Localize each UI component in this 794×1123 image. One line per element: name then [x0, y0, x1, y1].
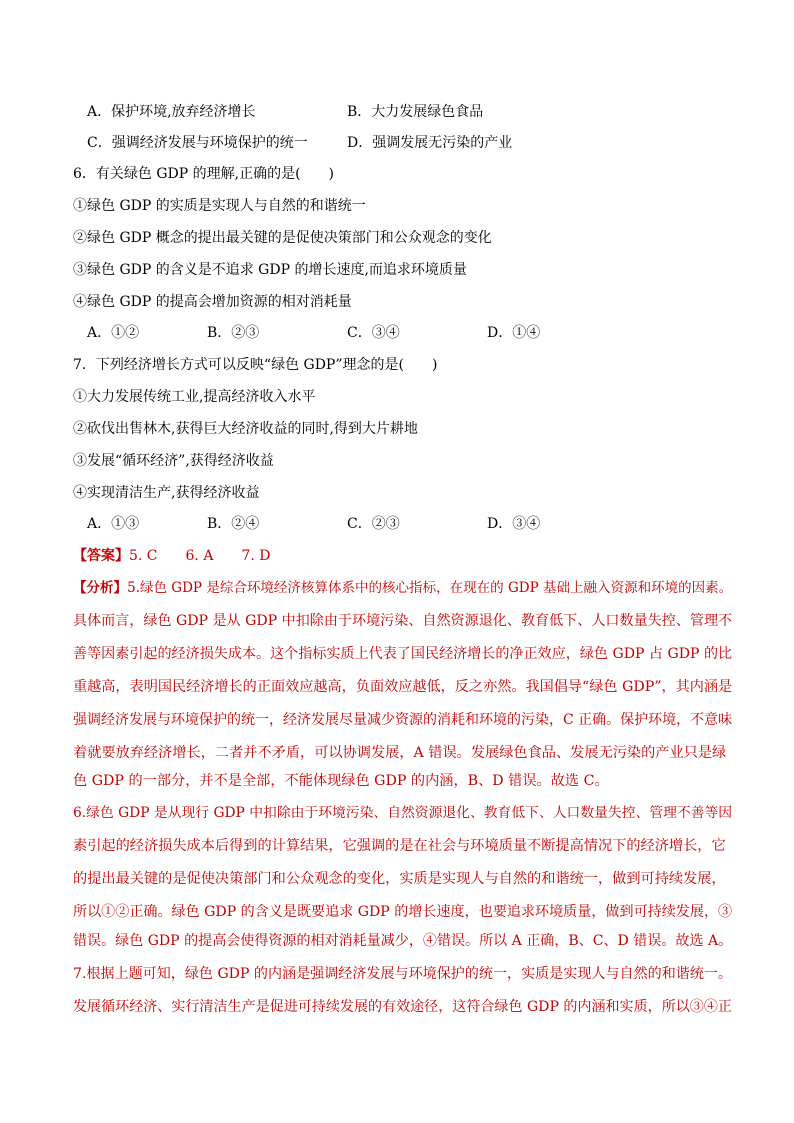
answer-line	[73, 546, 270, 566]
analysis-line-10: 的提出最关键的是促使决策部门和公众观念的变化，实质是实现人与自然的和谐统一，做到可持续发展，	[73, 871, 726, 887]
q7-item-4: ④实现清洁生产,获得经济收益	[73, 485, 260, 501]
q7-option-b: B．②④	[207, 516, 260, 532]
analysis-tag: 【分析】	[73, 580, 128, 596]
q6-item-4: ④绿色 GDP 的提高会增加资源的相对消耗量	[73, 294, 352, 310]
q6-option-d: D．①④	[487, 325, 541, 341]
q7-option-d: D．③④	[487, 516, 541, 532]
analysis-line-6: 着就要放弃经济增长，二者并不矛盾，可以协调发展，A 错误。发展绿色食品、发展无污染的产业只是绿	[73, 745, 727, 761]
q6-option-b: B．②③	[207, 325, 260, 341]
q7-option-a: A．①③	[87, 516, 140, 532]
q6-option-a: A．①②	[87, 325, 140, 341]
analysis-line-13: 7.根据上题可知，绿色 GDP 的内涵是强调经济发展与环境保护的统一，实质是实现人与自然的和谐统一。	[73, 966, 733, 982]
analysis-line-2: 具体而言，绿色 GDP 是从 GDP 中扣除由于环境污染、自然资源退化、教育低下、人口数量失控、管理不	[73, 613, 733, 629]
q7-item-2: ②砍伐出售林木,获得巨大经济收益的同时,得到大片耕地	[73, 421, 418, 437]
analysis-line-7: 色 GDP 的一部分，并不是全部，不能体现绿色 GDP 的内涵，B、D 错误。故选 C。	[73, 773, 609, 789]
answer-text: 5. C 6. A 7. D	[129, 548, 271, 564]
analysis-line-3: 善等因素引起的经济损失成本。这个指标实质上代表了国民经济增长的净正效应，绿色 GDP 占 GDP 的比	[73, 646, 733, 662]
q5-option-a: A．保护环境,放弃经济增长	[87, 104, 256, 120]
analysis-line-8: 6.绿色 GDP 是从现行 GDP 中扣除由于环境污染、自然资源退化、教育低下、人口数量失控、管理不善等因	[73, 805, 733, 821]
analysis-line-12: 错误。绿色 GDP 的提高会使得资源的相对消耗量减少，④错误。所以 A 正确，B、C、D 错误。故选 A。	[73, 933, 733, 949]
q7-item-3: ③发展“循环经济”,获得经济收益	[73, 453, 274, 469]
analysis-line-14: 发展循环经济、实行清洁生产是促进可持续发展的有效途径，这符合绿色 GDP 的内涵和实质，所以③④正	[73, 999, 732, 1015]
q7-item-1: ①大力发展传统工业,提高经济收入水平	[73, 389, 316, 405]
q5-option-b: B．大力发展绿色食品	[347, 104, 484, 120]
q6-option-c: C．③④	[347, 325, 400, 341]
q5-option-d: D．强调发展无污染的产业	[347, 135, 513, 151]
q7-option-c: C．②③	[347, 516, 400, 532]
analysis-text-1: 5.绿色 GDP 是综合环境经济核算体系中的核心指标，在现在的 GDP 基础上融入资源和环境的因素。	[127, 580, 733, 596]
analysis-line-11: 所以①②正确。绿色 GDP 的含义是既要追求 GDP 的增长速度，也要追求环境质量，做到可持续发展，③	[73, 904, 733, 920]
answer-tag: 【答案】	[73, 548, 129, 564]
analysis-line-1	[73, 578, 732, 598]
q6-stem: 6．有关绿色 GDP 的理解,正确的是( )	[73, 166, 335, 182]
q5-option-c: C．强调经济发展与环境保护的统一	[87, 135, 308, 151]
q6-item-2: ②绿色 GDP 概念的提出最关键的是促使决策部门和公众观念的变化	[73, 230, 492, 246]
q6-item-1: ①绿色 GDP 的实质是实现人与自然的和谐统一	[73, 198, 366, 214]
q7-stem: 7．下列经济增长方式可以反映“绿色 GDP”理念的是( )	[73, 357, 438, 373]
q6-item-3: ③绿色 GDP 的含义是不追求 GDP 的增长速度,而追求环境质量	[73, 262, 467, 278]
analysis-line-4: 重越高，表明国民经济增长的正面效应越高，负面效应越低，反之亦然。我国倡导“绿色 GDP”，其内涵是	[73, 679, 733, 695]
analysis-line-9: 素引起的经济损失成本后得到的计算结果，它强调的是在社会与环境质量不断提高情况下的经济增长，它	[73, 838, 726, 854]
analysis-line-5: 强调经济发展与环境保护的统一，经济发展尽量减少资源的消耗和环境的污染，C 正确。保护环境，不意味	[73, 712, 733, 728]
